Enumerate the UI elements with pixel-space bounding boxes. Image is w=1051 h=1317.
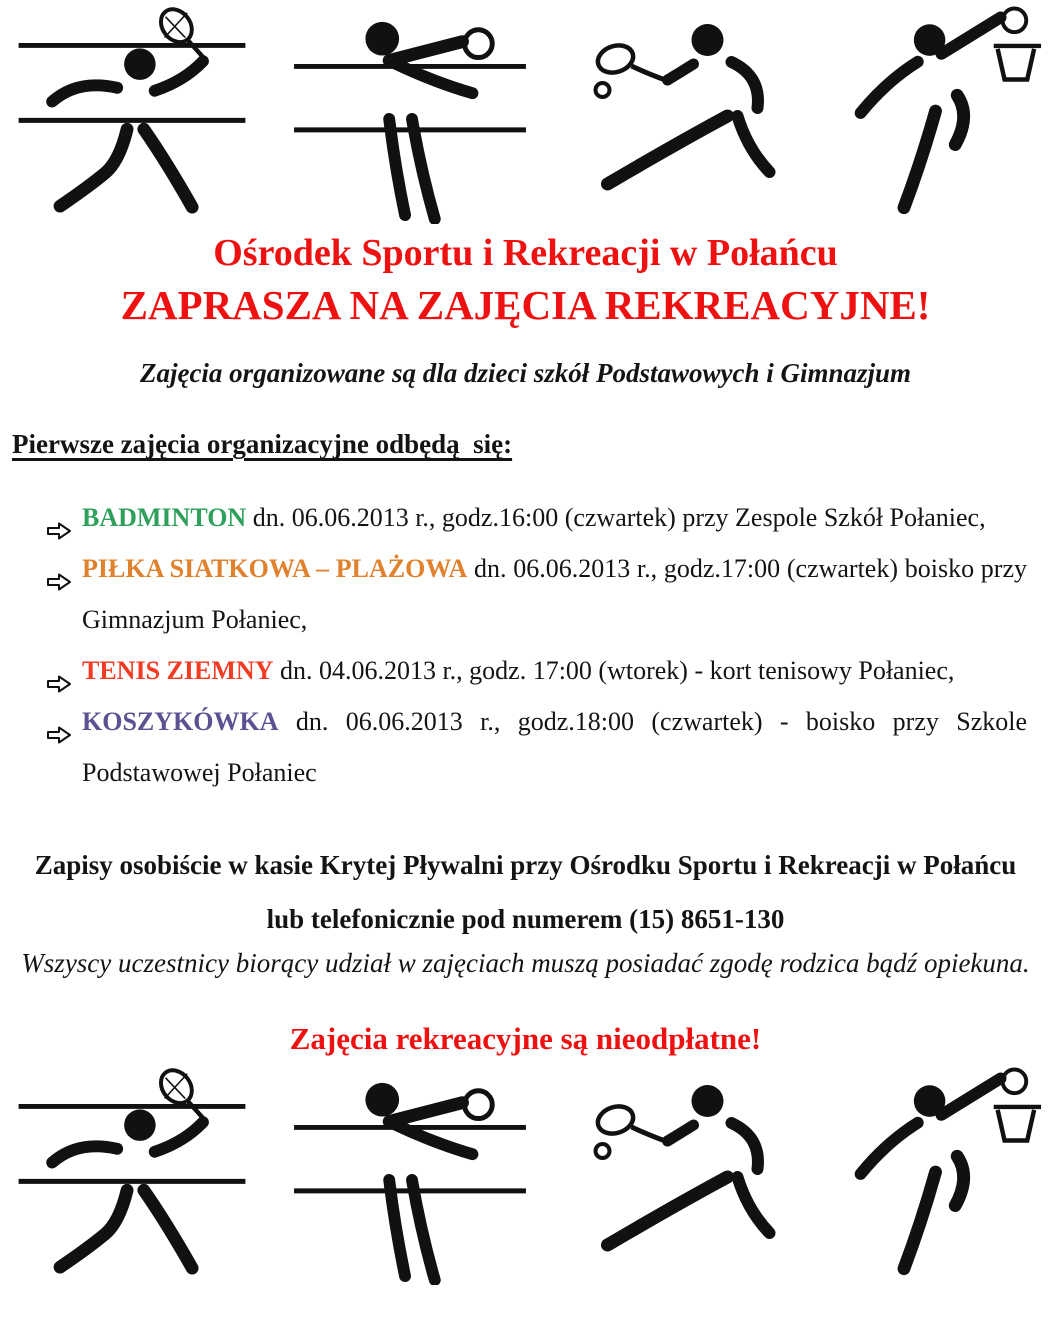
badminton-pictogram-icon bbox=[8, 1065, 256, 1277]
registration-line1: Zapisy osobiście w kasie Krytej Pływalni przy Ośrodku Sportu i Rekreacji w Połańcu bbox=[34, 850, 1017, 881]
consent-note: Wszyscy uczestnicy biorący udział w zajęciach muszą posiadać zgodę rodzica bądź opiekuna. bbox=[21, 948, 1030, 979]
volleyball-pictogram-icon bbox=[286, 1065, 534, 1285]
free-notice: Zajęcia rekreacyjne są nieodpłatne! bbox=[289, 1021, 762, 1057]
basketball-pictogram-icon bbox=[831, 4, 1043, 224]
list-item-basketball bbox=[46, 696, 1027, 798]
rightwards-white-arrow-icon bbox=[46, 558, 72, 609]
top-pictogram-row bbox=[0, 0, 1051, 220]
activity-details: dn. 06.06.2013 r., godz.18:00 (czwartek) - boisko przy Szkole Podstawowej Połaniec bbox=[82, 707, 1028, 788]
list-item-tennis bbox=[46, 645, 1027, 696]
activities-list bbox=[46, 492, 1027, 798]
rightwards-white-arrow-icon bbox=[46, 711, 72, 762]
list-item-volleyball bbox=[46, 543, 1027, 645]
title-line1: Ośrodek Sportu i Rekreacji w Połańcu bbox=[213, 232, 838, 274]
registration-info bbox=[0, 838, 1051, 946]
activity-details: dn. 06.06.2013 r., godz.17:00 (czwartek) boisko przy Gimnazjum Połaniec, bbox=[82, 554, 1027, 635]
subtitle: Zajęcia organizowane są dla dzieci szkół Podstawowych i Gimnazjum bbox=[139, 358, 912, 389]
section-heading: Pierwsze zajęcia organizacyjne odbędą się: bbox=[12, 429, 513, 460]
tennis-pictogram-icon bbox=[565, 4, 801, 224]
activity-name: TENIS ZIEMNY bbox=[82, 656, 274, 686]
activity-details: dn. 04.06.2013 r., godz. 17:00 (wtorek) - kort tenisowy Połaniec, bbox=[279, 656, 955, 686]
title-line2: ZAPRASZA NA ZAJĘCIA REKREACYJNE! bbox=[120, 282, 931, 329]
tennis-pictogram-icon bbox=[565, 1065, 801, 1285]
activity-name: PIŁKA SIATKOWA – PLAŻOWA bbox=[82, 554, 468, 584]
activity-name: BADMINTON bbox=[82, 503, 247, 533]
list-item-badminton bbox=[46, 492, 1027, 543]
page-title bbox=[0, 230, 1051, 330]
basketball-pictogram-icon bbox=[831, 1065, 1043, 1285]
volleyball-pictogram-icon bbox=[286, 4, 534, 224]
bottom-pictogram-row bbox=[0, 1061, 1051, 1281]
activity-details: dn. 06.06.2013 r., godz.16:00 (czwartek) przy Zespole Szkół Połaniec, bbox=[252, 503, 986, 533]
activity-name: KOSZYKÓWKA bbox=[82, 707, 279, 737]
registration-line2: lub telefonicznie pod numerem (15) 8651-130 bbox=[266, 904, 785, 935]
badminton-pictogram-icon bbox=[8, 4, 256, 216]
